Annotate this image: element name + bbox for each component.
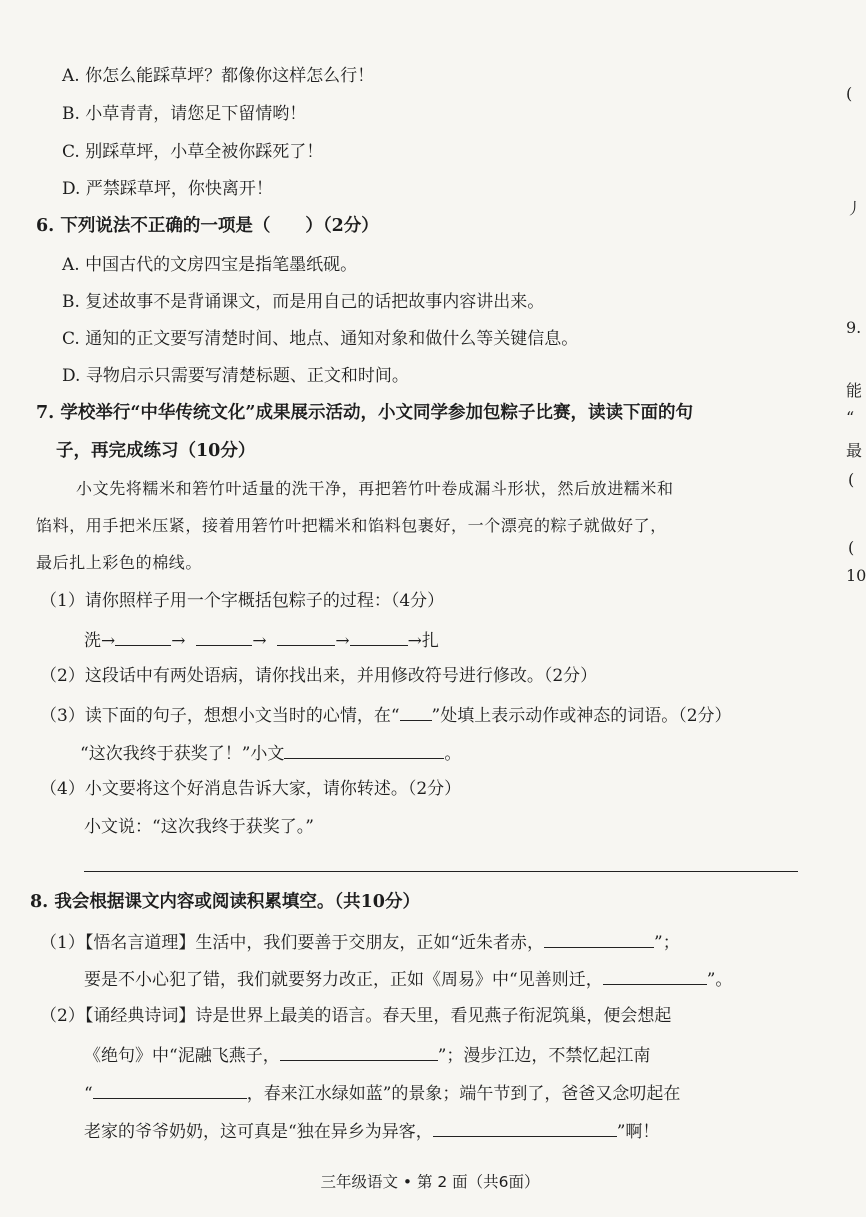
q7-sub3-quote-row <box>80 740 461 766</box>
margin-fragment: “ <box>846 408 855 427</box>
q7-sub3-before: （3）读下面的句子，想想小文当时的心情，在“ <box>40 706 400 726</box>
q6-option-a: A. 中国古代的文房四宝是指笔墨纸砚。 <box>62 255 358 275</box>
q8-stem: 8. 我会根据课文内容或阅读积累填空。（共10分） <box>30 892 420 912</box>
q7-blank-2[interactable] <box>196 627 252 646</box>
q6-option-c: C. 通知的正文要写清楚时间、地点、通知对象和做什么等关键信息。 <box>62 329 579 349</box>
q8-s2-line2-end: ”；漫步江边，不禁忆起江南 <box>437 1046 651 1066</box>
q8-s2-line4-text: 老家的爷爷奶奶，这可真是“独在异乡为异客， <box>84 1122 433 1142</box>
q7-sub3-after: ”处填上表示动作或神态的词语。（2分） <box>431 706 732 726</box>
q8-s2-line3 <box>84 1080 680 1106</box>
arrow: → <box>335 631 350 651</box>
q8-s1-blank-1[interactable] <box>544 929 654 948</box>
q8-s2-line2 <box>84 1042 650 1068</box>
margin-fragment: ( <box>846 84 853 103</box>
margin-fragment: 10 <box>846 566 866 585</box>
q7-sub3-blank[interactable] <box>284 740 444 759</box>
margin-fragment: ( <box>848 470 855 489</box>
q8-s2-line4-end: ”啊！ <box>616 1122 660 1142</box>
q8-s2-line3-open: “ <box>84 1084 93 1104</box>
q7-sub3-inline-blank <box>400 702 432 721</box>
q8-s2-line2-text: 《绝句》中“泥融飞燕子， <box>84 1046 280 1066</box>
arrow: → <box>252 631 267 651</box>
q7-sub1: （1）请你照样子用一个字概括包粽子的过程：（4分） <box>40 591 445 611</box>
margin-fragment: ( <box>848 538 855 557</box>
q7-blank-4[interactable] <box>350 627 408 646</box>
q8-s1-blank-2[interactable] <box>603 966 707 985</box>
q7-sub3-quote: “这次我终于获奖了！”小文 <box>80 744 285 764</box>
margin-fragment: 能 <box>846 381 863 400</box>
q7-sub4: （4）小文要将这个好消息告诉大家，请你转述。（2分） <box>40 779 462 799</box>
q8-s1-line1-end: ”； <box>654 933 680 953</box>
q7-sub3 <box>40 702 732 728</box>
arrow: → <box>171 631 186 651</box>
q8-s2-blank-1[interactable] <box>280 1042 438 1061</box>
q7-sub3-end: 。 <box>444 744 462 764</box>
q8-s1-line2-text: 要是不小心犯了错，我们就要努力改正，正如《周易》中“见善则迁， <box>84 970 603 990</box>
q5-option-c: C. 别踩草坪，小草全被你踩死了！ <box>62 142 324 162</box>
q8-s2-line1: （2）【诵经典诗词】诗是世界上最美的语言。春天里，看见燕子衔泥筑巢，便会想起 <box>40 1006 672 1026</box>
q8-s2-blank-2[interactable] <box>93 1080 247 1099</box>
q8-s2-line4 <box>84 1118 659 1144</box>
q7-sub4-answer-line[interactable] <box>84 871 798 872</box>
q5-option-d: D. 严禁踩草坪，你快离开！ <box>62 179 273 199</box>
page-footer: 三年级语文 • 第 2 面（共6面） <box>320 1173 540 1191</box>
q6-stem: 6. 下列说法不正确的一项是（ ）（2分） <box>36 216 379 236</box>
q7-passage-line2: 馅料，用手把米压紧，接着用箬竹叶把糯米和馅料包裹好，一个漂亮的粽子就做好了， <box>36 516 667 535</box>
q5-option-b: B. 小草青青，请您足下留情哟！ <box>62 104 307 124</box>
q8-s1-line2 <box>84 966 732 992</box>
q6-option-b: B. 复述故事不是背诵课文，而是用自己的话把故事内容讲出来。 <box>62 292 545 312</box>
q7-sub4-quote: 小文说：“这次我终于获奖了。” <box>84 817 314 837</box>
q7-blank-3[interactable] <box>277 627 335 646</box>
q8-s2-line3-text: ，春来江水绿如蓝”的景象；端午节到了，爸爸又念叨起在 <box>246 1084 681 1104</box>
q7-sub1-end: →扎 <box>407 631 439 651</box>
q7-passage-line3: 最后扎上彩色的棉线。 <box>36 553 203 572</box>
q8-s1-line1-text: （1）【悟名言道理】生活中，我们要善于交朋友，正如“近朱者赤， <box>40 933 545 953</box>
q7-sub1-answer-row <box>84 627 439 653</box>
margin-fragment: 丿 <box>846 199 863 218</box>
q7-stem-line2: 子，再完成练习（10分） <box>56 441 256 461</box>
q8-s1-line2-end: ”。 <box>706 970 733 990</box>
q8-s2-blank-3[interactable] <box>433 1118 617 1137</box>
q7-stem-line1: 7. 学校举行“中华传统文化”成果展示活动，小文同学参加包粽子比赛，读读下面的句 <box>36 403 693 423</box>
q6-option-d: D. 寻物启示只需要写清楚标题、正文和时间。 <box>62 366 409 386</box>
margin-fragment: 9. <box>846 318 862 337</box>
q8-s1-line1 <box>40 929 680 955</box>
q7-sub1-start: 洗→ <box>84 631 116 651</box>
margin-fragment: 最 <box>846 441 863 460</box>
q7-sub2: （2）这段话中有两处语病，请你找出来，并用修改符号进行修改。（2分） <box>40 666 598 686</box>
q7-blank-1[interactable] <box>115 627 171 646</box>
q5-option-a: A. 你怎么能踩草坪？都像你这样怎么行！ <box>62 66 375 86</box>
q7-passage-line1: 小文先将糯米和箬竹叶适量的洗干净，再把箬竹叶卷成漏斗形状，然后放进糯米和 <box>76 479 674 498</box>
